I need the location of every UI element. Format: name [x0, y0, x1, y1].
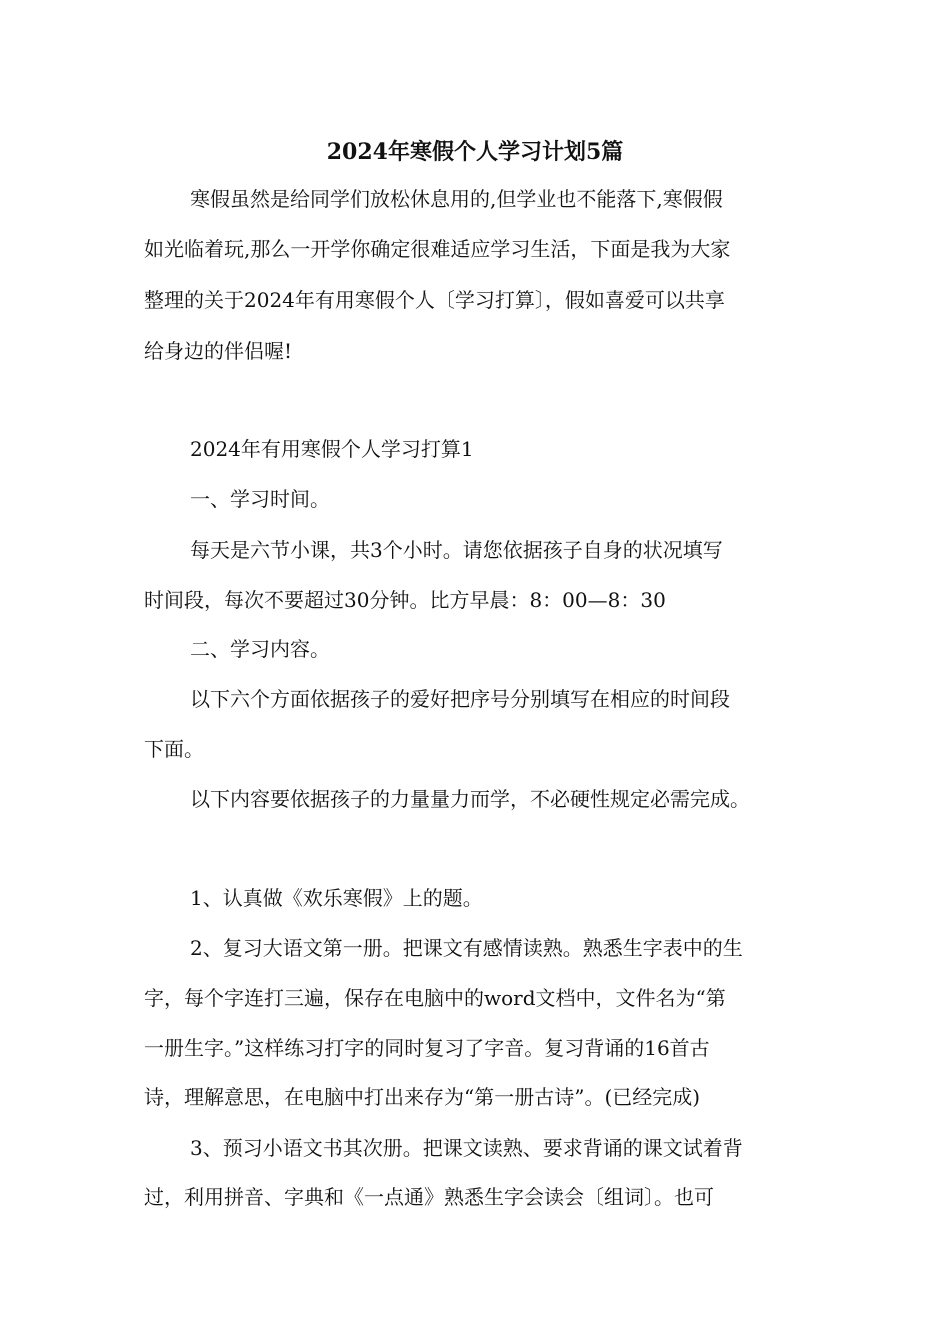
section2-heading: 二、学习内容。	[190, 637, 330, 661]
list-item-1: 1、认真做《欢乐寒假》上的题。	[190, 886, 483, 910]
list-item-3-line-1: 3、预习小语文书其次册。把课文读熟、要求背诵的课文试着背	[190, 1136, 743, 1160]
intro-line-3: 整理的关于2024年有用寒假个人〔学习打算〕，假如喜爱可以共享	[144, 288, 725, 312]
section2-body-note: 以下内容要依据孩子的力量量力而学，不必硬性规定必需完成。	[190, 787, 750, 811]
section1-heading: 一、学习时间。	[190, 487, 330, 511]
section1-body-line-2: 时间段，每次不要超过30分钟。比方早晨：8：00—8：30	[144, 588, 666, 612]
intro-line-4: 给身边的伴侣喔!	[144, 339, 293, 363]
list-item-2-line-4: 诗，理解意思，在电脑中打出来存为“第一册古诗”。(已经完成)	[144, 1085, 701, 1109]
section2-body-line-1: 以下六个方面依据孩子的爱好把序号分别填写在相应的时间段	[190, 687, 730, 711]
list-item-2-line-3: 一册生字。”这样练习打字的同时复习了字音。复习背诵的16首古	[144, 1036, 710, 1060]
section2-body-line-2: 下面。	[144, 737, 204, 761]
plan-heading: 2024年有用寒假个人学习打算1	[190, 437, 474, 461]
section1-body-line-1: 每天是六节小课，共3个小时。请您依据孩子自身的状况填写	[190, 538, 723, 562]
list-item-2-line-2: 字，每个字连打三遍，保存在电脑中的word文档中，文件名为“第	[144, 986, 726, 1010]
document-title: 2024年寒假个人学习计划5篇	[326, 139, 624, 165]
intro-line-1: 寒假虽然是给同学们放松休息用的,但学业也不能落下,寒假假	[190, 187, 723, 211]
list-item-3-line-2: 过，利用拼音、字典和《一点通》熟悉生字会读会〔组词〕。也可	[144, 1185, 714, 1209]
list-item-2-line-1: 2、复习大语文第一册。把课文有感情读熟。熟悉生字表中的生	[190, 936, 743, 960]
intro-line-2: 如光临着玩,那么一开学你确定很难适应学习生活，下面是我为大家	[144, 237, 731, 261]
